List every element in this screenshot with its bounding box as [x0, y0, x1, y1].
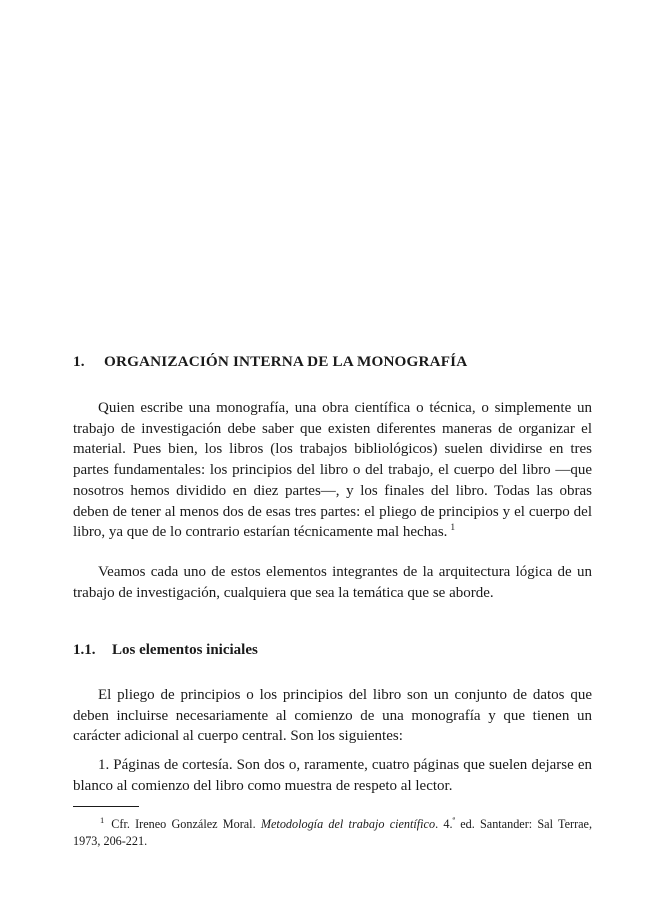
paragraph-block-2: [73, 562, 592, 603]
section-heading: [73, 352, 592, 372]
section-number: 1.: [73, 353, 85, 370]
paragraph-1: [73, 398, 592, 543]
footnote-citation-author: Cfr. Ireneo González Moral.: [111, 817, 261, 831]
paragraph-3: El pliego de principios o los principios del libro son un conjunto de datos que deben incluirse necesariamente al comienzo de una monografía y que tienen un carácter adicional al cuerpo central. Son los siguientes:: [73, 687, 592, 745]
section-heading-block: [73, 352, 592, 372]
paragraph-4-list-item-1: 1. Páginas de cortesía. Son dos o, raramente, cuatro páginas que suelen dejarse en blanco al comienzo del libro como muestra de respeto al lector.: [73, 757, 592, 794]
paragraph-block-4: [73, 755, 592, 796]
footnote-citation-edition-prefix: . 4.: [435, 817, 453, 831]
section-title: ORGANIZACIÓN INTERNA DE LA MONOGRAFÍA: [104, 353, 468, 370]
footnote-reference-1[interactable]: 1: [450, 523, 456, 534]
subsection-number: 1.1.: [73, 642, 96, 658]
footnote-area: [73, 806, 592, 850]
paragraph-block-3: [73, 685, 592, 747]
paragraph-1-text: Quien escribe una monografía, una obra científica o técnica, o simplemente un trabajo de investigación debe saber que existen diferentes maneras de organizar el material. Pues bien, los libros (los trabajos bibliológicos) suelen dividirse en tres partes fundamentales: los principios del libro o del trabajo, el cuerpo del libro —que nosotros hemos dividido en diez partes—, y los finales del libro. Todas las obras deben de tener al menos dos de esas tres partes: el pliego de principios y el cuerpo del libro, ya que de lo contrario estarían técnicamente mal hechas.: [73, 400, 592, 541]
paragraph-block-1: [73, 398, 592, 543]
footnote-1: [73, 816, 592, 850]
paragraph-2: Veamos cada uno de estos elementos integrantes de la arquitectura lógica de un trabajo de investigación, cualquiera que sea la temática que se aborde.: [73, 564, 592, 601]
subsection-heading-block: [73, 640, 592, 660]
footnote-citation-title: Metodología del trabajo científico: [260, 817, 436, 831]
footnote-citation-publisher: ed. Santander: Sal Terrae, 1973, 206-221.: [73, 817, 592, 848]
subsection-title: Los elementos iniciales: [112, 642, 258, 658]
footnote-ordinal-superscript: ª: [452, 814, 455, 825]
subsection-heading: [73, 640, 592, 660]
footnote-marker: 1: [100, 814, 105, 825]
footnote-separator-rule: [73, 806, 139, 807]
